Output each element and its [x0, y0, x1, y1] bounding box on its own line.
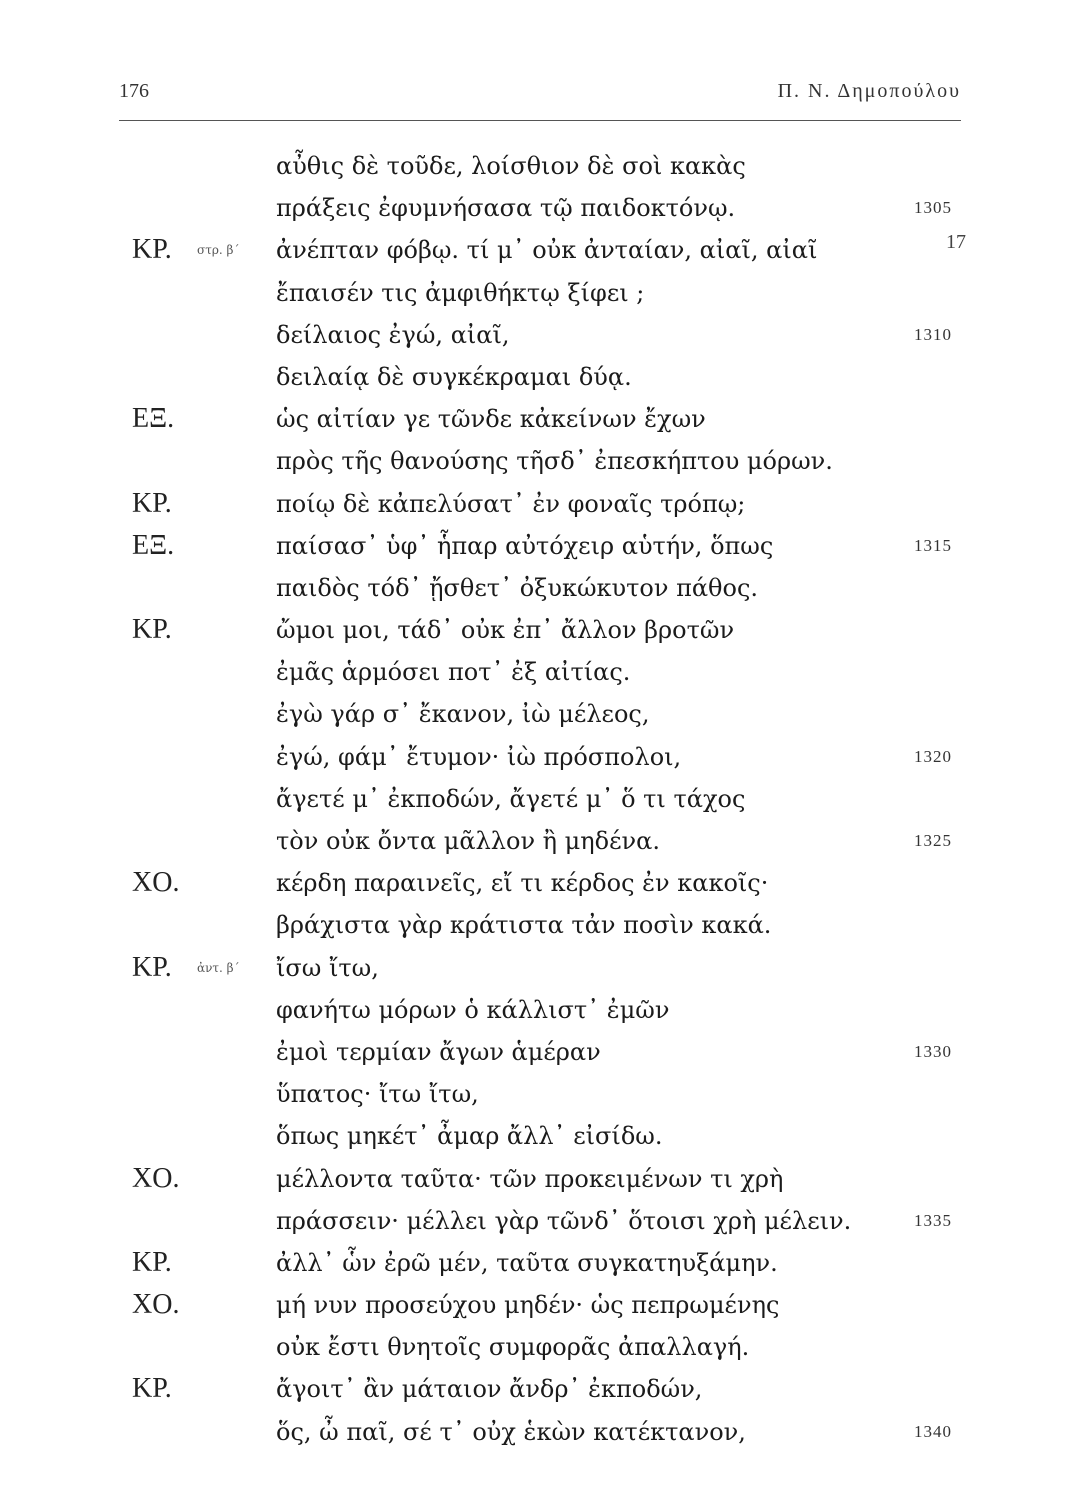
speaker-label: ΚΡ.: [132, 951, 172, 983]
verse-line: [0, 1242, 1086, 1284]
speaker-label: ΚΡ.: [132, 487, 172, 519]
verse-text: μή νυν προσεύχου μηδέν· ὡς πεπρωμένης: [276, 1291, 780, 1320]
verse-line: [0, 1073, 1086, 1115]
speaker-label: ΚΡ.: [132, 1373, 172, 1405]
verse-text: παίσασ᾽ ὑφ᾽ ἧπαρ αὐτόχειρ αὑτήν, ὅπως: [276, 531, 774, 560]
speaker-label: ΧΟ.: [132, 867, 180, 899]
verse-line: [0, 862, 1086, 904]
verse-text: ἴσω ἴτω,: [276, 953, 379, 982]
verse-text: ἐμᾶς ἁρμόσει ποτ᾽ ἐξ αἰτίας.: [276, 658, 631, 687]
verse-text: ὅπως μηκέτ᾽ ἆμαρ ἄλλ᾽ εἰσίδω.: [276, 1122, 663, 1151]
line-number: 1330: [914, 1041, 952, 1061]
verse-text: ἀλλ᾽ ὧν ἐρῶ μέν, ταῦτα συγκατηυξάμην.: [276, 1248, 778, 1277]
verse-line: [0, 1158, 1086, 1200]
verse-line: [0, 398, 1086, 440]
line-number: 1340: [914, 1421, 952, 1441]
verse-text: οὐκ ἔστι θνητοῖς συμφορᾶς ἀπαλλαγή.: [276, 1333, 750, 1362]
margin-mark: 17: [946, 231, 966, 254]
verse-line: [0, 187, 1086, 229]
verse-text: μέλλοντα ταῦτα· τῶν προκειμένων τι χρὴ: [276, 1164, 784, 1193]
line-number: 1320: [914, 746, 952, 766]
verse-line: [0, 483, 1086, 525]
line-number: 1305: [914, 198, 952, 218]
verse-line: [0, 356, 1086, 398]
verse-line: [0, 989, 1086, 1031]
line-number: 1325: [914, 831, 952, 850]
verse-line: [0, 820, 1086, 862]
page-number: 176: [119, 80, 149, 102]
verse-line: [0, 1284, 1086, 1326]
speaker-label: ΕΞ.: [132, 403, 175, 435]
verse-text: ἐγώ, φάμ᾽ ἔτυμον· ἰὼ πρόσπολοι,: [276, 742, 682, 771]
verse-text: ποίῳ δὲ κἀπελύσατ᾽ ἐν φοναῖς τρόπῳ;: [276, 489, 746, 518]
verse-block: [0, 145, 1086, 1453]
verse-text: ὤμοι μοι, τάδ᾽ οὐκ ἐπ᾽ ἄλλον βροτῶν: [276, 616, 735, 645]
speaker-label: ΚΡ.: [132, 614, 172, 646]
verse-text: ἐμοὶ τερμίαν ἄγων ἁμέραν: [276, 1037, 601, 1066]
verse-line: [0, 229, 1086, 271]
verse-line: [0, 693, 1086, 735]
verse-text: δειλαίᾳ δὲ συγκέκραμαι δύᾳ.: [276, 362, 632, 391]
verse-text: δείλαιος ἐγώ, αἰαῖ,: [276, 320, 510, 349]
verse-line: [0, 525, 1086, 567]
verse-text: ἄγετέ μ᾽ ἐκποδών, ἄγετέ μ᾽ ὅ τι τάχος: [276, 784, 746, 813]
speaker-label: ΧΟ.: [132, 1289, 180, 1321]
verse-text: τὸν οὐκ ὄντα μᾶλλον ἢ μηδένα.: [276, 827, 660, 855]
verse-line: [0, 314, 1086, 356]
speaker-label: ΚΡ.: [132, 1246, 172, 1278]
verse-text: ὕπατος· ἴτω ἴτω,: [276, 1080, 479, 1109]
line-number: 1315: [914, 535, 952, 555]
verse-text: κέρδη παραινεῖς, εἴ τι κέρδος ἐν κακοῖς·: [276, 869, 769, 898]
running-header: [119, 80, 961, 110]
verse-line: [0, 947, 1086, 989]
verse-line: [0, 145, 1086, 187]
verse-text: ὅς, ὦ παῖ, σέ τ᾽ οὐχ ἑκὼν κατέκτανον,: [276, 1417, 746, 1446]
verse-text: βράχιστα γὰρ κράτιστα τἀν ποσὶν κακά.: [276, 911, 772, 940]
verse-line: [0, 1368, 1086, 1410]
verse-line: [0, 1411, 1086, 1453]
verse-text: ἀνέπταν φόβῳ. τί μ᾽ οὐκ ἀνταίαν, αἰαῖ, αἰαῖ: [276, 236, 818, 265]
verse-text: πρὸς τῆς θανούσης τῆσδ᾽ ἐπεσκήπτου μόρων.: [276, 447, 833, 476]
verse-line: [0, 567, 1086, 609]
speaker-label: ΚΡ.: [132, 234, 172, 266]
verse-text: πράξεις ἐφυμνήσασα τῷ παιδοκτόνῳ.: [276, 194, 736, 223]
verse-line: [0, 1200, 1086, 1242]
verse-text: πράσσειν· μέλλει γὰρ τῶνδ᾽ ὅτοισι χρὴ μέλειν.: [276, 1206, 852, 1235]
verse-text: ἐγὼ γάρ σ᾽ ἔκανον, ἰὼ μέλεος,: [276, 700, 650, 729]
verse-line: [0, 651, 1086, 693]
verse-line: [0, 1326, 1086, 1368]
strophe-note: ἀντ. β΄: [197, 960, 240, 975]
verse-line: [0, 440, 1086, 482]
verse-line: [0, 1031, 1086, 1073]
verse-line: [0, 736, 1086, 778]
verse-text: παιδὸς τόδ᾽ ᾔσθετ᾽ ὀξυκώκυτον πάθος.: [276, 573, 759, 602]
running-title: Π. Ν. Δημοπούλου: [777, 80, 961, 102]
verse-line: [0, 1115, 1086, 1157]
verse-line: [0, 272, 1086, 314]
line-number: 1335: [914, 1210, 952, 1230]
verse-text: ὡς αἰτίαν γε τῶνδε κἀκείνων ἔχων: [276, 405, 706, 434]
line-number: 1310: [914, 324, 952, 344]
strophe-note: στρ. β΄: [197, 243, 240, 258]
verse-line: [0, 609, 1086, 651]
verse-line: [0, 904, 1086, 946]
verse-text: ἔπαισέν τις ἀμφιθήκτῳ ξίφει ;: [276, 278, 645, 307]
verse-text: αὖθις δὲ τοῦδε, λοίσθιον δὲ σοὶ κακὰς: [276, 152, 746, 180]
header-rule: [119, 120, 961, 121]
verse-text: φανήτω μόρων ὁ κάλλιστ᾽ ἐμῶν: [276, 995, 670, 1024]
verse-line: [0, 778, 1086, 820]
speaker-label: ΕΞ.: [132, 529, 175, 561]
speaker-label: ΧΟ.: [132, 1162, 180, 1194]
verse-text: ἄγοιτ᾽ ἂν μάταιον ἄνδρ᾽ ἐκποδών,: [276, 1375, 703, 1404]
